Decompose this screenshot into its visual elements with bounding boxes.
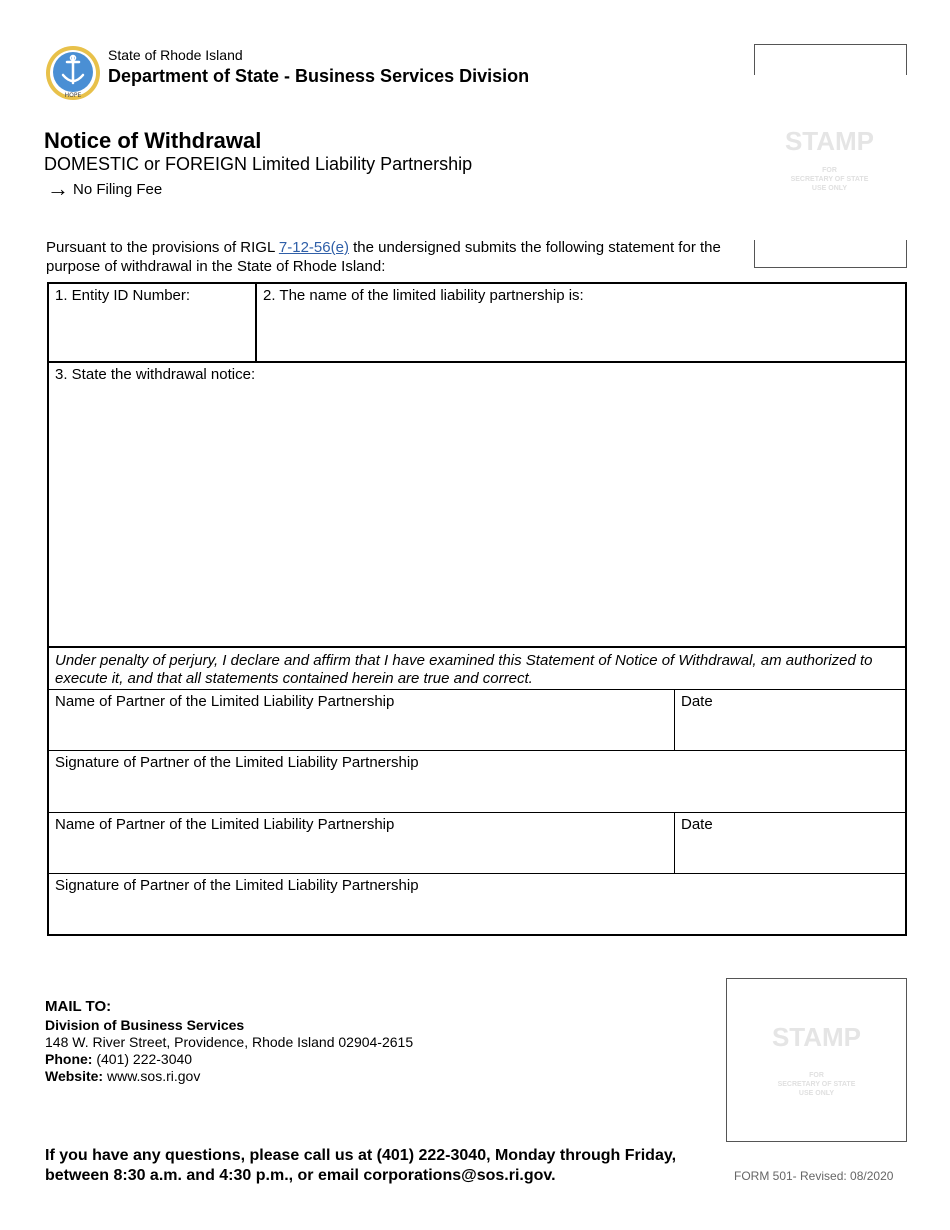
signature-label: Signature of Partner of the Limited Liability Partnership [55, 877, 419, 894]
stamp-sublabel-bottom: FOR SECRETARY OF STATE USE ONLY [777, 1072, 856, 1097]
date-field-2[interactable] [675, 813, 905, 874]
mailing-address: 148 W. River Street, Providence, Rhode Island 02904-2615 [45, 1034, 414, 1050]
partner-signature-field-2[interactable] [49, 874, 905, 930]
intro-statement: Pursuant to the provisions of RIGL 7-12-56(e) the undersigned submits the following statement for the purpose of withdrawal in the State of Rhode Island: [46, 239, 721, 275]
department-name: Department of State - Business Services Division [108, 66, 530, 86]
stamp-box-bottom [726, 978, 907, 1142]
filing-fee-note [47, 176, 163, 201]
form-subtitle: DOMESTIC or FOREIGN Limited Liability Partnership [44, 154, 473, 174]
date-label: Date [681, 693, 713, 710]
date-label: Date [681, 816, 713, 833]
division-name: Division of Business Services [45, 1017, 245, 1033]
perjury-declaration: Under penalty of perjury, I declare and affirm that I have examined this Statement of Notice of Withdrawal, am authorized to execute it, and that all statements contained herein are true and correct. [49, 648, 905, 690]
llp-name-label: 2. The name of the limited liability partnership is: [263, 287, 584, 304]
entity-id-field[interactable] [49, 284, 257, 363]
form-title: Notice of Withdrawal [44, 128, 262, 153]
arrow-right-icon: → [47, 176, 69, 201]
contact-questions: If you have any questions, please call us at (401) 222-3040, Monday through Friday, between 8:30 a.m. and 4:30 p.m., or email corporations@sos.ri.gov. [45, 1147, 677, 1184]
partner-name-field-1[interactable] [49, 690, 675, 751]
state-name: State of Rhode Island [108, 47, 243, 63]
filing-fee-text: No Filing Fee [73, 180, 163, 198]
stamp-label-top: STAMP [784, 126, 875, 156]
withdrawal-notice-label: 3. State the withdrawal notice: [55, 366, 256, 383]
withdrawal-notice-field[interactable] [49, 363, 905, 648]
svg-text:HOPE: HOPE [64, 92, 82, 99]
mail-to-heading: MAIL TO: [45, 998, 112, 1015]
date-field-1[interactable] [675, 690, 905, 751]
partner-signature-field-1[interactable] [49, 751, 905, 813]
partner-name-field-2[interactable] [49, 813, 675, 874]
stamp-frame-top [754, 44, 907, 75]
phone-line: Phone: (401) 222-3040 [45, 1051, 193, 1067]
state-seal-logo [45, 45, 101, 101]
stamp-label-bottom: STAMP [771, 1022, 862, 1052]
stamp-sublabel-top: FOR SECRETARY OF STATE USE ONLY [790, 167, 869, 192]
form-number: FORM 501- Revised: 08/2020 [734, 1169, 894, 1183]
llp-name-field[interactable] [257, 284, 905, 363]
stamp-frame-bottom [754, 240, 907, 268]
withdrawal-form [47, 282, 907, 936]
rigl-statute-link[interactable]: 7-12-56(e) [278, 239, 349, 256]
partner-name-label: Name of Partner of the Limited Liability Partnership [55, 693, 395, 710]
website-line: Website: www.sos.ri.gov [45, 1068, 201, 1084]
signature-label: Signature of Partner of the Limited Liability Partnership [55, 754, 419, 771]
mail-to-block [45, 998, 413, 1085]
entity-id-label: 1. Entity ID Number: [55, 287, 191, 304]
partner-name-label: Name of Partner of the Limited Liability Partnership [55, 816, 395, 833]
